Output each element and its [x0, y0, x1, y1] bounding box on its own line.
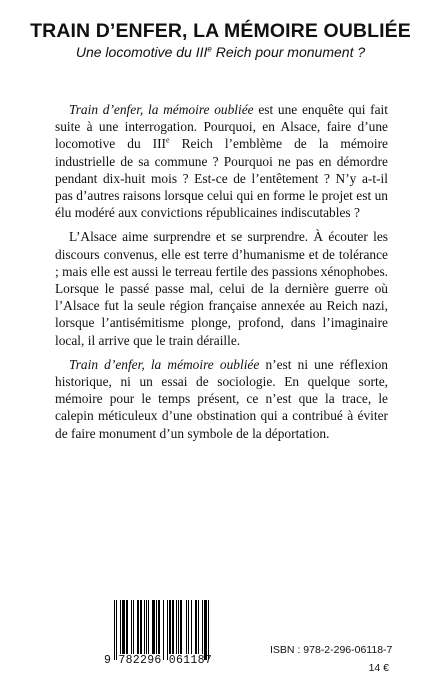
- barcode-bar: [144, 600, 145, 654]
- barcode-bar: [156, 600, 157, 654]
- barcode-bar: [158, 600, 160, 654]
- barcode-bar: [172, 600, 173, 654]
- isbn-number: ISBN : 978-2-296-06118-7: [270, 644, 393, 656]
- barcode-bar: [116, 600, 117, 660]
- barcode-bar: [126, 600, 128, 654]
- paragraph-2: L’Alsace aime surprendre et se surprendre. À écouter les discours convenus, elle est terre d’humanisme et de tolérance ; mais elle est aussi le terreau fertile des passions xénophobes. Lorsque le passé passe mal, celui de la dernière guerre où l’Alsace fut la seule région française annexée au Reich nazi, lorsque l’antisémitisme plonge, profond, dans l’imaginaire local, il arrive que le train déraille.: [55, 229, 388, 348]
- barcode-bar: [202, 600, 203, 654]
- barcode-digits: 9 782296 061187: [104, 654, 213, 667]
- subtitle-superscript: e: [207, 44, 212, 54]
- superscript: e: [166, 135, 170, 145]
- barcode-bar: [163, 600, 164, 660]
- book-title-reference: Train d’enfer, la mémoire oubliée: [69, 102, 254, 117]
- paragraph-1: [55, 101, 388, 221]
- book-title-reference: Train d’enfer, la mémoire oubliée: [69, 356, 260, 372]
- barcode-bar: [169, 600, 171, 654]
- barcode-bar: [148, 600, 149, 654]
- barcode-bar: [122, 600, 125, 654]
- subtitle-text: Une locomotive du III: [75, 44, 208, 60]
- book-subtitle: [0, 44, 441, 60]
- isbn-barcode: [104, 600, 212, 666]
- barcode-bar: [195, 600, 197, 654]
- back-cover-text: [55, 101, 388, 449]
- barcode-bar: [180, 600, 182, 654]
- subtitle-text-end: Reich pour monument ?: [211, 44, 366, 60]
- barcode-bar: [204, 600, 206, 660]
- price: 14 €: [368, 662, 389, 674]
- barcode-bar: [131, 600, 132, 654]
- barcode-bar: [140, 600, 141, 654]
- barcode-bars: [114, 600, 210, 654]
- barcode-bar: [146, 600, 147, 654]
- barcode-bar: [188, 600, 189, 654]
- barcode-bar: [178, 600, 179, 654]
- barcode-bar: [176, 600, 177, 654]
- barcode-bar: [191, 600, 192, 654]
- paragraph-1-text-end: Reich l’emblème de la mémoire industrielle de sa commune ? Pourquoi ne pas en démordre pendant dix-huit mois ? Est-ce de l’entêtement ? N’y a-t-il pas d’autres raisons lorsque celui qui en forme le projet est un élu modéré aux convictions républicaines indiscutables ?: [55, 136, 388, 221]
- barcode-bar: [198, 600, 199, 654]
- barcode-bar: [133, 600, 134, 654]
- barcode-bar: [137, 600, 139, 654]
- barcode-bar: [120, 600, 121, 654]
- barcode-bar: [208, 600, 209, 660]
- barcode-bar: [152, 600, 155, 654]
- paragraph-3-text: n’est ni une réflexion historique, ni un essai de sociologie. En quelque sorte, mémoire pour le temps présent, ce n’est que la trace, le calepin méticuleux d’une obstination qui a contribué à éviter de faire monument d’un symbole de la déportation.: [55, 356, 388, 441]
- barcode-bar: [167, 600, 168, 660]
- paragraph-3: [55, 356, 388, 442]
- barcode-bar: [114, 600, 115, 660]
- book-title: TRAIN D’ENFER, LA MÉMOIRE OUBLIÉE: [30, 20, 411, 42]
- barcode-bar: [186, 600, 187, 654]
- paragraph-1-text: est une enquête qui fait suite à une interrogation. Pourquoi, en Alsace, faire d’une locomotive du III: [55, 102, 388, 152]
